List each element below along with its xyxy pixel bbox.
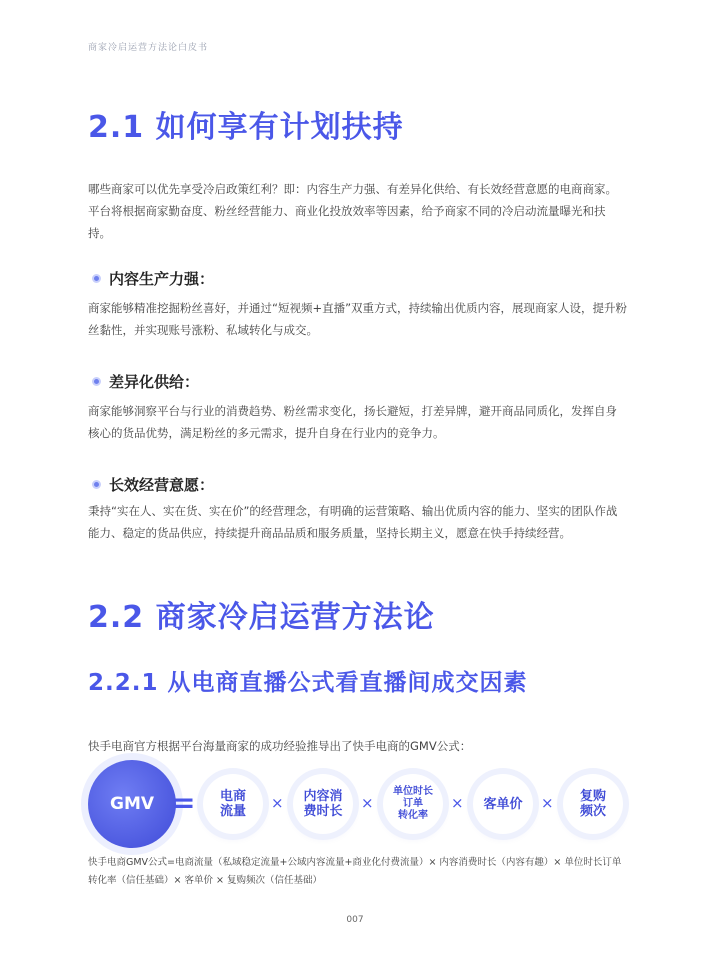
point-3-text: 秉持“实在人、实在货、实在价”的经营理念，有明确的运营策略、输出优质内容的能力、坚实的团队作战能力、稳定的货品供应，持续提升商品品质和服务质量，坚持长期主义，愿意在快手持续经营。	[88, 504, 618, 540]
bullet-dot-icon	[92, 377, 101, 386]
term-conversion-rate: 单位时长 订单 转化率	[383, 774, 443, 834]
equals-sign: =	[172, 786, 196, 819]
page-number: 007	[346, 915, 364, 925]
term-traffic: 电商 流量	[203, 774, 263, 834]
point-2-text: 商家能够洞察平台与行业的消费趋势、粉丝需求变化，扬长避短，打差异牌，避开商品同质化，发挥自身核心的货品优势，满足粉丝的多元需求，提升自身在行业内的竞争力。	[88, 404, 617, 440]
gmv-formula	[88, 760, 628, 856]
term-unit-price: 客单价	[473, 774, 533, 834]
point-3-title: 长效经营意愿：	[109, 476, 215, 494]
section-2-1-intro: 哪些商家可以优先享受冷启政策红利？即：内容生产力强、有差异化供给、有长效经营意愿的电商商家。平台将根据商家勤奋度、粉丝经营能力、商业化投放效率等因素，给予商家不同的冷启动流量曝光和扶持。	[88, 182, 617, 240]
point-1-text: 商家能够精准挖掘粉丝喜好，并通过“短视频+直播”双重方式，持续输出优质内容，展现商家人设，提升粉丝黏性，并实现账号涨粉、私域转化与成交。	[88, 301, 628, 337]
point-2-title: 差异化供给：	[109, 373, 200, 391]
times-sign: ×	[541, 794, 554, 812]
point-1-heading	[92, 268, 214, 289]
subsection-2-2-1-title: 2.2.1 从电商直播公式看直播间成交因素	[88, 670, 528, 696]
times-sign: ×	[451, 794, 464, 812]
formula-note: 快手电商GMV公式=电商流量（私域稳定流量+公域内容流量+商业化付费流量）× 内容消费时长（内容有趣）× 单位时长订单转化率（信任基础）× 客单价 × 复购频次（信任基础）	[88, 857, 622, 886]
section-2-2-title: 2.2 商家冷启运营方法论	[88, 600, 435, 635]
point-3-heading	[92, 474, 214, 495]
point-2-heading	[92, 371, 199, 392]
point-1-title: 内容生产力强：	[109, 270, 215, 288]
term-repurchase: 复购 频次	[563, 774, 623, 834]
term-watch-time: 内容消 费时长	[293, 774, 353, 834]
running-header: 商家冷启运营方法论白皮书	[88, 43, 209, 53]
bullet-dot-icon	[92, 480, 101, 489]
times-sign: ×	[271, 794, 284, 812]
times-sign: ×	[361, 794, 374, 812]
gmv-circle: GMV	[88, 760, 176, 848]
formula-intro: 快手电商官方根据平台海量商家的成功经验推导出了快手电商的GMV公式：	[88, 739, 472, 753]
bullet-dot-icon	[92, 274, 101, 283]
section-2-1-title: 2.1 如何享有计划扶持	[88, 110, 404, 145]
